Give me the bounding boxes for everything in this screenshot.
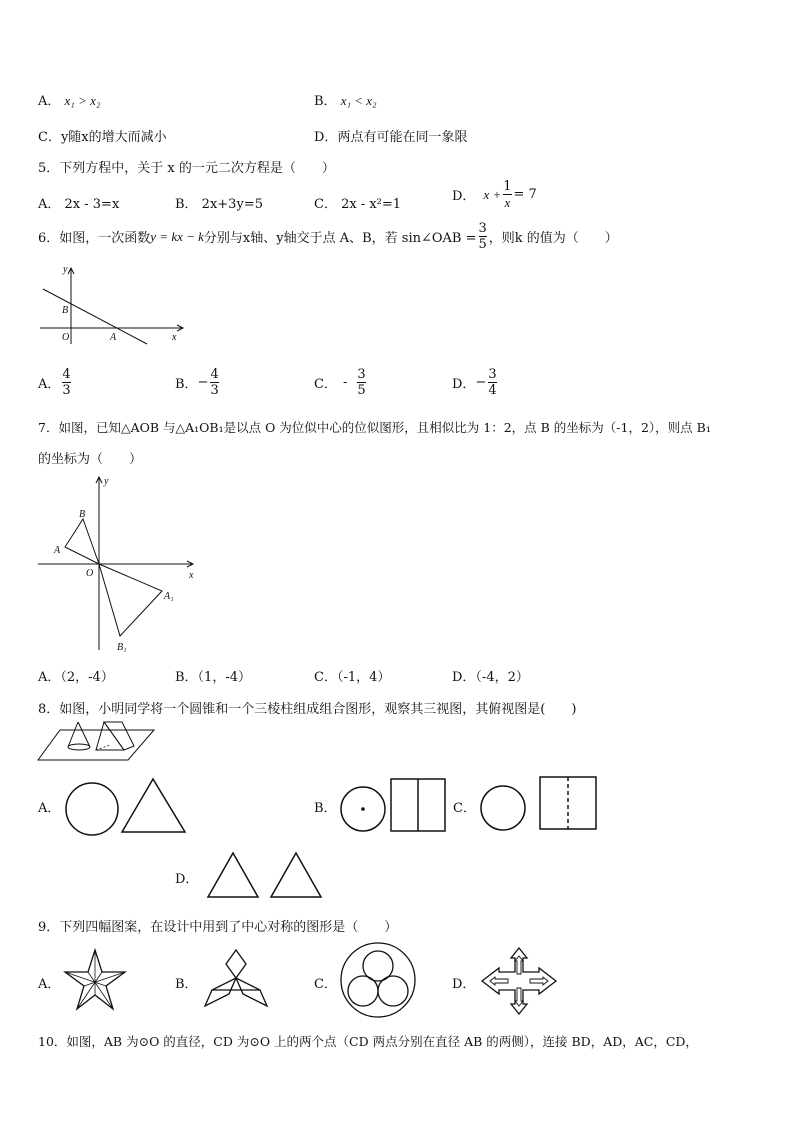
q6-option-b-sign: − xyxy=(197,375,209,390)
q5-option-d-fraction xyxy=(503,180,511,209)
arrow-right-inner xyxy=(530,977,548,985)
q6-option-c-sign: - xyxy=(342,375,348,390)
q7-stem-line2: 的坐标为（ ） xyxy=(38,452,143,467)
q6-option-b-fraction xyxy=(210,368,218,397)
fraction-numerator: 3 xyxy=(478,221,487,236)
q4-option-b-label: B． xyxy=(314,94,337,109)
q9-option-d-label: D． xyxy=(452,977,476,992)
q4-option-a-label: A． xyxy=(38,94,61,109)
q6-option-d-sign: − xyxy=(475,375,487,390)
base-plane xyxy=(38,730,154,760)
diamond-right xyxy=(236,978,267,1006)
y-axis-label: y xyxy=(63,264,68,275)
q8-option-b-label: B． xyxy=(314,801,337,816)
function-line xyxy=(43,289,147,344)
star-inner-line xyxy=(84,972,125,986)
q5-option-d-post: = 7 xyxy=(513,187,537,202)
cone-right-edge xyxy=(78,722,90,747)
x-axis-label: x xyxy=(189,570,194,581)
fraction-denominator: 5 xyxy=(357,383,366,398)
q4-option-a xyxy=(38,90,100,109)
center-dot xyxy=(361,807,365,811)
q7-stem-line1: 7．如图，已知△AOB 与△A₁OB₁是以点 O 为位似中心的位似图形，且相似比为 1：2，点 B 的坐标为（-1，2），则点 B₁ xyxy=(38,420,711,435)
fraction-numerator: 4 xyxy=(210,367,219,382)
q6-stem xyxy=(38,222,618,251)
q8-option-c-label: C． xyxy=(453,801,476,816)
q6-stem-function: y = kx − k xyxy=(150,228,204,244)
q4-option-c-label: C． xyxy=(38,130,61,145)
y-axis-label: y xyxy=(104,476,109,487)
prism-front-face xyxy=(96,722,124,750)
cone-left-edge xyxy=(68,722,78,747)
origin-label: O xyxy=(86,568,94,579)
fraction-numerator: 1 xyxy=(503,179,512,194)
q6-option-a xyxy=(38,368,73,397)
cone-base xyxy=(68,744,90,750)
fraction-denominator: 5 xyxy=(478,237,487,252)
triangle-a1ob1 xyxy=(99,564,162,636)
q4-option-d-label: D． xyxy=(314,130,338,145)
q9-star-pattern xyxy=(62,948,128,1012)
q9-circles-pattern xyxy=(338,942,422,1018)
circle-view xyxy=(66,783,118,835)
triangle-aob xyxy=(65,519,99,564)
q6-option-d-label: D． xyxy=(452,377,476,392)
q9-option-b-label: B． xyxy=(175,977,198,992)
q5-stem: 5．下列方程中，关于 x 的一元二次方程是（ ） xyxy=(38,161,335,176)
point-a-label: A xyxy=(110,332,117,343)
point-a-label: A xyxy=(54,545,61,556)
q6-stem-pre: 6．如图，一次函数 xyxy=(38,231,151,246)
q6-option-a-label: A． xyxy=(38,377,61,392)
star-inner-line xyxy=(65,972,106,986)
q4-option-b xyxy=(314,90,377,109)
q4-option-d xyxy=(314,126,467,145)
q5-option-b: B． 2x+3y=5 xyxy=(175,197,263,212)
q7-homothety-figure xyxy=(35,474,205,654)
arrow-up-inner xyxy=(515,956,523,974)
triangle-view xyxy=(122,779,185,832)
q6-coordinate-figure xyxy=(35,262,195,352)
q5-option-d-pre: x + xyxy=(483,186,502,202)
q8-option-d-figure xyxy=(204,850,326,900)
q6-option-b xyxy=(175,368,221,397)
q4-option-a-math: x₁ > x₂ xyxy=(64,93,101,108)
q8-option-a-label: A． xyxy=(38,801,61,816)
prism-hidden-edge xyxy=(96,745,110,750)
q6-option-b-label: B． xyxy=(175,377,198,392)
fraction-denominator: x xyxy=(504,195,511,210)
point-a1-label: A₁ xyxy=(164,591,174,602)
q9-arrows-pattern xyxy=(478,946,560,1016)
fraction-denominator: 3 xyxy=(62,383,71,398)
q8-option-a-figure xyxy=(64,776,190,836)
q8-option-b-figure xyxy=(338,776,450,836)
q7-option-c: C．（-1，4） xyxy=(314,670,391,685)
point-b-label: B xyxy=(79,509,86,520)
q5-option-d-label: D． xyxy=(452,189,476,204)
q5-option-d xyxy=(452,180,537,209)
point-b1-label: B₁ xyxy=(117,642,127,653)
q6-option-d xyxy=(452,368,499,397)
q4-option-d-text: 两点有可能在同一象限 xyxy=(337,130,468,145)
q5-option-a: A． 2x - 3=x xyxy=(38,197,120,212)
q6-option-c-fraction xyxy=(357,368,365,397)
diamond-top xyxy=(226,950,246,978)
q7-option-d: D．（-4，2） xyxy=(452,670,529,685)
q6-option-c-label: C． xyxy=(314,377,337,392)
q6-option-d-fraction xyxy=(488,368,496,397)
fraction-numerator: 3 xyxy=(357,367,366,382)
q6-option-c xyxy=(314,368,368,397)
x-axis-label: x xyxy=(172,332,177,343)
four-way-arrow-icon xyxy=(482,948,556,1014)
q9-option-a-label: A． xyxy=(38,977,61,992)
q5-option-c: C． 2x - x²=1 xyxy=(314,197,402,212)
q4-option-c xyxy=(38,126,167,145)
circle-view xyxy=(481,786,525,830)
left-triangle-view xyxy=(208,853,258,897)
q9-option-c-label: C． xyxy=(314,977,337,992)
right-triangle-view xyxy=(271,853,321,897)
fraction-denominator: 4 xyxy=(488,383,497,398)
arrow-left-inner xyxy=(490,977,508,985)
q8-stem: 8．如图，小明同学将一个圆锥和一个三棱柱组成组合图形，观察其三视图，其俯视图是( ) xyxy=(38,702,577,717)
q8-option-d-label: D． xyxy=(175,872,199,887)
q8-solid-figure xyxy=(38,720,158,765)
origin-label: O xyxy=(62,332,70,343)
q4-option-b-math: x₁ < x₂ xyxy=(340,93,377,108)
inner-circle-right xyxy=(378,976,408,1006)
inner-circle-left xyxy=(348,976,378,1006)
q7-option-a: A．（2，-4） xyxy=(38,670,114,685)
fraction-denominator: 3 xyxy=(210,383,219,398)
diamond-left xyxy=(205,978,236,1006)
fraction-numerator: 3 xyxy=(488,367,497,382)
q6-stem-post: ，则k 的值为（ ） xyxy=(488,231,618,246)
arrow-down-inner xyxy=(515,988,523,1006)
q8-option-c-figure xyxy=(478,773,602,833)
fraction-numerator: 4 xyxy=(62,367,71,382)
q6-stem-fraction xyxy=(479,222,487,251)
q7-option-b: B．（1，-4） xyxy=(175,670,251,685)
point-b-label: B xyxy=(62,305,69,316)
q9-stem: 9．下列四幅图案，在设计中用到了中心对称的图形是（ ） xyxy=(38,920,398,935)
q9-diamonds-pattern xyxy=(200,948,272,1010)
q6-stem-mid: 分别与x轴、y轴交于点 A、B，若 sin∠OAB = xyxy=(203,231,477,246)
q6-option-a-fraction xyxy=(62,368,70,397)
q10-stem: 10．如图，AB 为⊙O 的直径，CD 为⊙O 上的两个点（CD 两点分别在直径 AB 的两侧），连接 BD，AD，AC，CD， xyxy=(38,1034,698,1049)
q4-option-c-text: y随x的增大而减小 xyxy=(60,130,167,145)
